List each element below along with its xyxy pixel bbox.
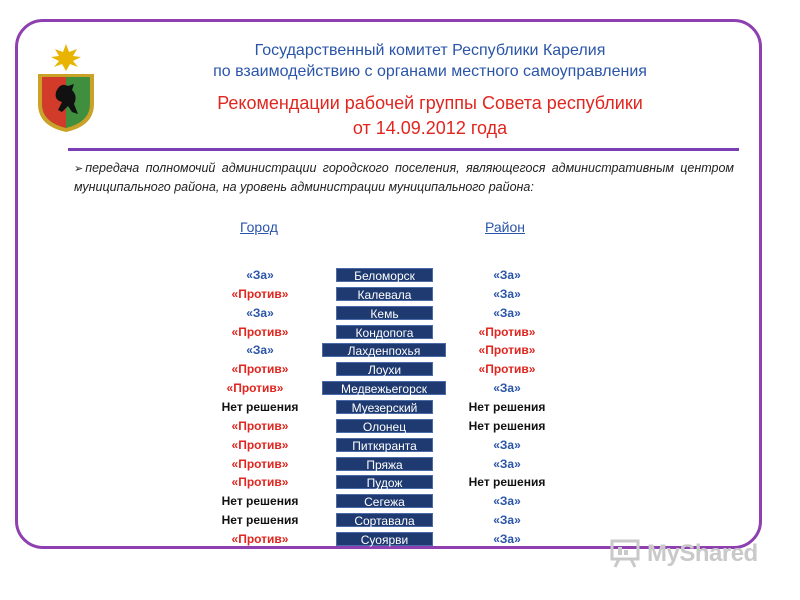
city-vote: Нет решения: [221, 399, 299, 414]
district-name-badge: Суоярви: [336, 532, 433, 546]
district-vote: «За»: [493, 381, 521, 396]
column-header-district: Район: [485, 219, 525, 235]
district-vote: «За»: [493, 456, 521, 471]
table-row: [0, 436, 800, 454]
table-row: [0, 455, 800, 473]
table-row: [0, 341, 800, 359]
district-vote: Нет решения: [468, 399, 546, 414]
district-name-badge: Кондопога: [336, 325, 433, 339]
district-name-badge: Пряжа: [336, 457, 433, 471]
committee-title-line1: Государственный комитет Республики Карелия: [254, 42, 606, 59]
city-vote: «Против»: [231, 437, 289, 452]
district-name-badge: Питкяранта: [336, 438, 433, 452]
table-row: [0, 398, 800, 416]
district-vote: «Против»: [478, 362, 536, 377]
district-name-badge: Олонец: [336, 419, 433, 433]
committee-title-line2: по взаимодействию с органами местного самоуправления: [213, 63, 647, 80]
table-row: [0, 473, 800, 491]
city-vote: «Против»: [231, 286, 289, 301]
district-vote: «За»: [493, 268, 521, 282]
district-name-badge: Кемь: [336, 306, 433, 320]
table-row: [0, 285, 800, 303]
city-vote: «Против»: [231, 324, 289, 339]
district-name-badge: Сегежа: [336, 494, 433, 508]
district-vote: Нет решения: [468, 418, 546, 433]
bullet-paragraph: [74, 159, 734, 196]
district-vote: «За»: [493, 513, 521, 528]
bullet-text: передача полномочий администрации городского поселения, являющегося административным центром муниципального района, на уровень администрации муниципального района:: [74, 161, 734, 194]
city-vote: «Против»: [226, 381, 284, 396]
district-name-badge: Медвежьегорск: [322, 381, 446, 395]
table-row: [0, 323, 800, 341]
city-vote: «Против»: [231, 475, 289, 490]
arrow-bullet-icon: ➢: [74, 163, 84, 175]
presentation-board-icon: [609, 537, 643, 569]
district-vote: «Против»: [478, 343, 536, 358]
district-vote: «За»: [493, 286, 521, 301]
table-row: [0, 492, 800, 510]
district-vote: «За»: [493, 494, 521, 509]
district-vote: «Против»: [478, 324, 536, 339]
district-name-badge: Лахденпохья: [322, 343, 446, 357]
district-vote: «За»: [493, 531, 521, 546]
city-vote: Нет решения: [221, 494, 299, 509]
table-row: [0, 304, 800, 322]
table-row: [0, 379, 800, 397]
city-vote: «За»: [246, 268, 274, 282]
watermark: [609, 537, 769, 571]
district-vote: Нет решения: [468, 475, 546, 490]
table-row: [0, 511, 800, 529]
district-name-badge: Муезерский: [336, 400, 433, 414]
city-vote: «Против»: [231, 531, 289, 546]
district-name-badge: Пудож: [336, 475, 433, 489]
column-header-city: Город: [240, 219, 278, 235]
city-vote: «За»: [246, 343, 274, 358]
district-vote: «За»: [493, 437, 521, 452]
city-vote: «Против»: [231, 418, 289, 433]
divider: [68, 148, 739, 151]
district-vote: «За»: [493, 305, 521, 320]
table-row: [0, 417, 800, 435]
district-name-badge: Сортавала: [336, 513, 433, 527]
table-row: [0, 266, 800, 284]
watermark-text: MyShared: [647, 540, 758, 567]
district-name-badge: Беломорск: [336, 268, 433, 282]
slide-title-date: от 14.09.2012 года: [352, 118, 508, 138]
table-row: [0, 360, 800, 378]
district-name-badge: Лоухи: [336, 362, 433, 376]
city-vote: «Против»: [231, 456, 289, 471]
city-vote: Нет решения: [221, 513, 299, 528]
slide-title: Рекомендации рабочей группы Совета республики: [217, 93, 643, 113]
city-vote: «Против»: [231, 362, 289, 377]
city-vote: «За»: [246, 305, 274, 320]
karelia-coat-of-arms-icon: [34, 42, 98, 134]
district-name-badge: Калевала: [336, 287, 433, 301]
